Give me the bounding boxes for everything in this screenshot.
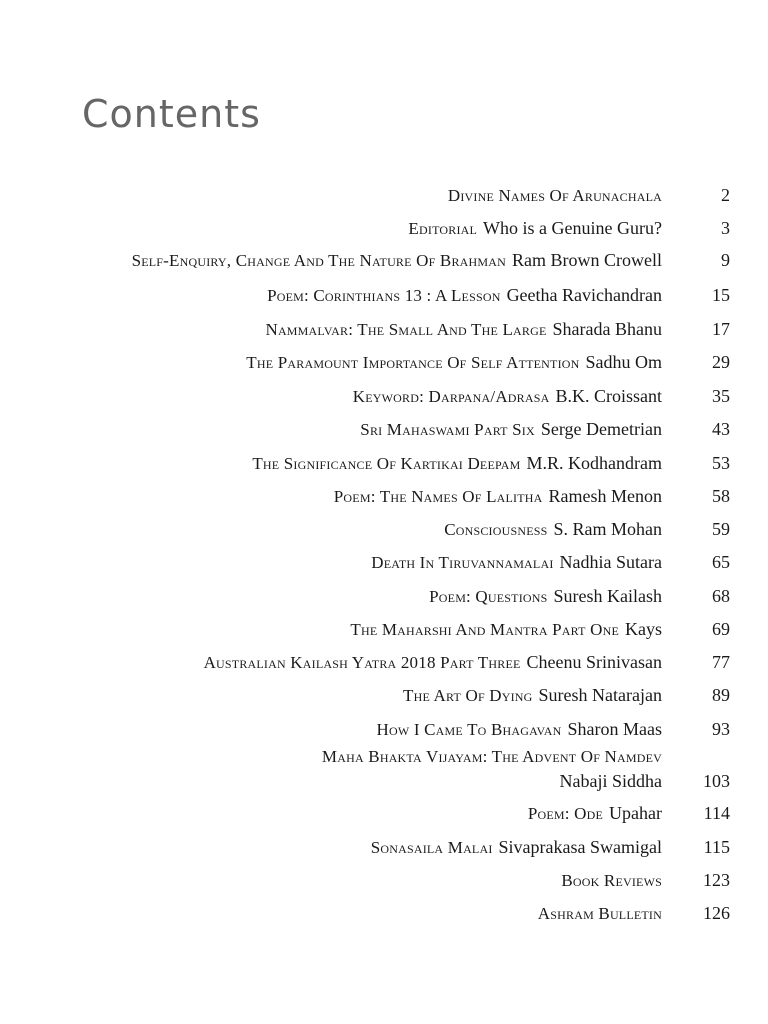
page-number: 93 [712,719,730,739]
entry-text [350,617,662,642]
page-number: 58 [712,486,730,506]
entry-title: Self-Enquiry, Change And The Nature Of Brahman [131,251,506,270]
entry-author: Cheenu Srinivasan [526,652,662,672]
page-number: 53 [712,453,730,473]
entry-text [561,868,662,893]
entry-author: B.K. Croissant [555,386,662,406]
page-number: 2 [721,185,730,205]
entry-author: Sadhu Om [585,352,662,372]
page-number: 15 [712,285,730,305]
page-number: 89 [712,685,730,705]
entry-author: Sharon Maas [567,719,662,739]
entry-text [267,283,662,308]
entry-title: Editorial [408,219,478,238]
entry-author: Kays [625,619,662,639]
entry-author: Geetha Ravichandran [506,285,662,305]
entry-text [132,248,662,273]
entry-text [444,517,662,542]
page-number: 17 [712,319,730,339]
toc-entry[interactable] [0,745,768,793]
entry-text [252,451,662,476]
page-number: 68 [712,586,730,606]
entry-title: Nammalvar: The Small And The Large [265,320,547,339]
entry-title: Consciousness [444,520,548,539]
entry-title: Sri Mahaswami Part Six [360,420,535,439]
entry-title: Maha Bhakta Vijayam: The Advent Of Namdev [321,747,662,766]
entry-title: Poem: Ode [527,804,604,823]
entry-title: Poem: The Names Of Lalitha [333,487,543,506]
entry-text [246,350,662,375]
entry-title: The Art Of Dying [403,686,533,705]
entry-author: Nabaji Siddha [559,771,662,791]
page-title: Contents [82,92,261,136]
entry-title: Poem: Corinthians 13 : A Lesson [267,286,501,305]
entry-author: Serge Demetrian [540,419,662,439]
entry-text [403,683,662,708]
page-number: 114 [703,803,730,823]
page-number: 123 [703,870,730,890]
entry-title: Book Reviews [561,871,662,890]
page-number: 59 [712,519,730,539]
entry-author: Sharada Bhanu [552,319,662,339]
entry-text [204,650,662,675]
entry-text [334,484,662,509]
entry-text [371,835,662,860]
entry-author: Nadhia Sutara [559,552,662,572]
page-number: 77 [712,652,730,672]
entry-text [265,317,662,342]
page-number: 3 [721,218,730,238]
entry-text [448,183,662,208]
page-number: 103 [703,771,730,791]
page-number: 115 [703,837,730,857]
entry-title: Death In Tiruvannamalai [371,553,554,572]
entry-author: Ramesh Menon [548,486,662,506]
entry-title: The Maharshi And Mantra Part One [350,620,619,639]
entry-author: Suresh Natarajan [538,685,662,705]
entry-text [538,901,662,926]
page-number: 29 [712,352,730,372]
entry-text [360,417,662,442]
entry-text [377,717,662,742]
page-number: 65 [712,552,730,572]
entry-text [408,216,662,241]
page-number: 35 [712,386,730,406]
entry-title: How I Came To Bhagavan [376,720,562,739]
entry-text [528,801,662,826]
entry-text [371,550,662,575]
entry-title: Divine Names Of Arunachala [447,186,662,205]
entry-author: Ram Brown Crowell [512,250,662,270]
page-number: 43 [712,419,730,439]
entry-title: Ashram Bulletin [537,904,662,923]
entry-text [353,384,662,409]
entry-author: Upahar [609,803,662,823]
entry-title: Keyword: Darpana/Adrasa [352,387,550,406]
entry-title: The Significance Of Kartikai Deepam [252,454,521,473]
entry-author: Who is a Genuine Guru? [483,218,662,238]
page-number: 69 [712,619,730,639]
page-number: 126 [703,903,730,923]
entry-author: Sivaprakasa Swamigal [498,837,662,857]
entry-author: Suresh Kailash [553,586,662,606]
entry-author: S. Ram Mohan [553,519,662,539]
entry-title: Australian Kailash Yatra 2018 Part Three [203,653,521,672]
entry-author: M.R. Kodhandram [526,453,662,473]
entry-title: Sonasaila Malai [370,838,493,857]
entry-title: The Paramount Importance Of Self Attention [246,353,580,372]
entry-title: Poem: Questions [429,587,548,606]
entry-text [429,584,662,609]
page-number: 9 [721,250,730,270]
